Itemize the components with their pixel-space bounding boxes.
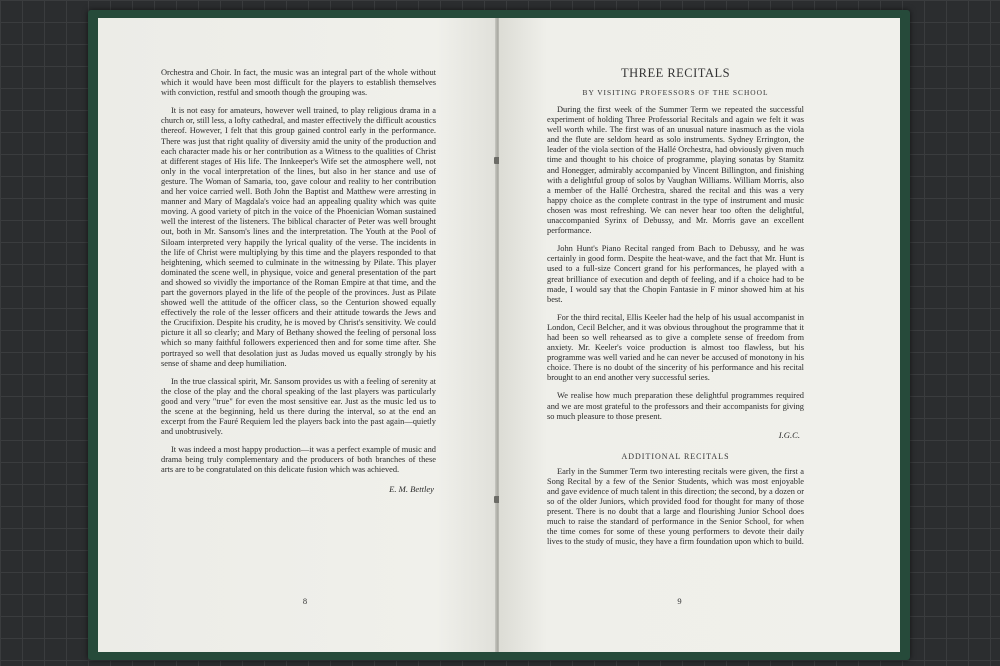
left-page xyxy=(98,18,496,652)
left-paragraph-2: It is not easy for amateurs, however well trained, to play religious drama in a church or, still less, a lofty cathedral, and master effectively the difficult acoustics thereof. However, I felt that this group gained control early in the performance. There was just that right quality of diversity amid the unity of the production and each character made his or her contribution as a Witness to the qualities of Christ at different stages of His life. The Innkeeper's Wife set the atmosphere well, not only in the vocal interpretation of the lines, but also in her stance and use of gesture. The Woman of Samaria, too, gave colour and reality to her contribution and her voice carried well. Both John the Baptist and Matthew were arresting in manner and Mary of Magdala's voice had an appealing quality which was quite moving. A good variety of pitch in the voice of the Phoenician Woman sustained well the interest of the listeners. The biblical character of Peter was well brought out, both in Mr. Sansom's lines and the interpretation. The Youth at the Pool of Siloam interpreted very happily the lyrical quality of the verse. The incidents in the life of Christ were multiplying by this time and the players responded to that heightening, which seemed to culminate in the witnessing by Pilate. This player dominated the scene well, in physique, voice and general presentation of the part and showed so vividly the importance of the Roman Empire at that time, and the part the governors played in the life of the people of the provinces. Just as Pilate showed well the attitude of the officer class, so the Centurion showed equally effectively the role of the lesser officers and their attitude towards the Jews and the Crucifixion. Despite his crudity, he is moved by Christ's sensitivity. We could picture it all so clearly; and Mary of Bethany showed the feeling of personal loss which so many faithful followers experienced then and for some time after. She portrayed so well that desolation just as Judas moved us equally strongly by his sense of shame and deep humiliation. xyxy=(161,106,436,368)
right-paragraph-2: John Hunt's Piano Recital ranged from Bach to Debussy, and he was certainly in good form. Despite the heat-wave, and the fact that Mr. Hunt is used to a full-size Concert grand for his performances, he played with a great brilliance of execution and depth of feeling, and if a choice had to be made, I would say that the Chopin Fantasie in F minor showed him at his best. xyxy=(547,244,804,304)
left-signature: E. M. Bettley xyxy=(389,483,434,494)
left-paragraph-3: In the true classical spirit, Mr. Sansom provides us with a feeling of serenity at the close of the play and the choral speaking of the last players was particularly good and very "true" for even the most sensitive ear. Just as the music led us to the scene at the beginning, held us there during the interval, so at the end an excerpt from the Fauré Requiem led the players back into the past again—quietly and unobtrusively. xyxy=(161,376,436,437)
right-paragraph-4: We realise how much preparation these delightful programmes required and we are most grateful to the professors and their accompanists for giving so much pleasure to those present. xyxy=(547,391,804,421)
section2-title: ADDITIONAL RECITALS xyxy=(621,451,730,461)
left-paragraph-4: It was indeed a most happy production—it was a perfect example of music and drama being truly complementary and the producers of both branches of these arts are to be congratulated on this delicate fusion which was achieved. xyxy=(161,445,436,475)
section-subtitle: BY VISITING PROFESSORS OF THE SCHOOL xyxy=(582,88,769,97)
right-page xyxy=(499,18,900,652)
left-paragraph-1: Orchestra and Choir. In fact, the music was an integral part of the whole without which it would have been most difficult for the players to establish themselves with conviction, restful and smooth though the grouping was. xyxy=(161,68,436,98)
right-signature: I.G.C. xyxy=(778,429,800,440)
section-title: THREE RECITALS xyxy=(620,66,731,80)
right-page-number: 9 xyxy=(677,596,682,606)
right-paragraph-3: For the third recital, Ellis Keeler had the help of his usual accompanist in London, Cecil Belcher, and it was obvious throughout the programme that it had been so well rehearsed as to give a complete sense of freedom from anxiety. Mr. Keeler's voice production is almost too flawless, but his programme was well varied and he can never be accused of monotony in his choice. There is no doubt of the sincerity of his performance and his recital brought to an end another very successful series. xyxy=(547,312,804,383)
section2-paragraph-1: Early in the Summer Term two interesting recitals were given, the first a Song Recital by a few of the Senior Students, which was most enjoyable and gave evidence of much talent in this direction; the second, by a dozen or so of the older Juniors, which provided food for thought for many of those present. There is no doubt that a large and flourishing Junior School does much to raise the standard of performance in the Senior School, for when the time comes for some of these young performers to devote their daily lives to the study of music, they have a firm foundation upon which to build. xyxy=(547,466,804,547)
left-page-number: 8 xyxy=(302,596,308,606)
right-paragraph-1: During the first week of the Summer Term we repeated the successful experiment of holding Three Professorial Recitals and again we felt it was well worth while. The first was of an unusual nature inasmuch as the viola and the flute are seldom heard as solo instruments. Sydney Errington, the leader of the viola section of the Hallé Orchestra, had obviously given much time and thought to his choice of programme, playing sonatas by Stamitz and Honegger, admirably accompanied by Vincent Billington, and finishing with a delightful group of solos by Vaughan Williams. William Morris, also a member of the Hallé Orchestra, shared the recital and this was a very happy choice as the complete contrast in the type of instrument and music chosen was most refreshing. We can never hear too often the delightful, unaccompanied Syrinx of Debussy, and Mr. Morris gave an excellent performance. xyxy=(547,105,804,236)
